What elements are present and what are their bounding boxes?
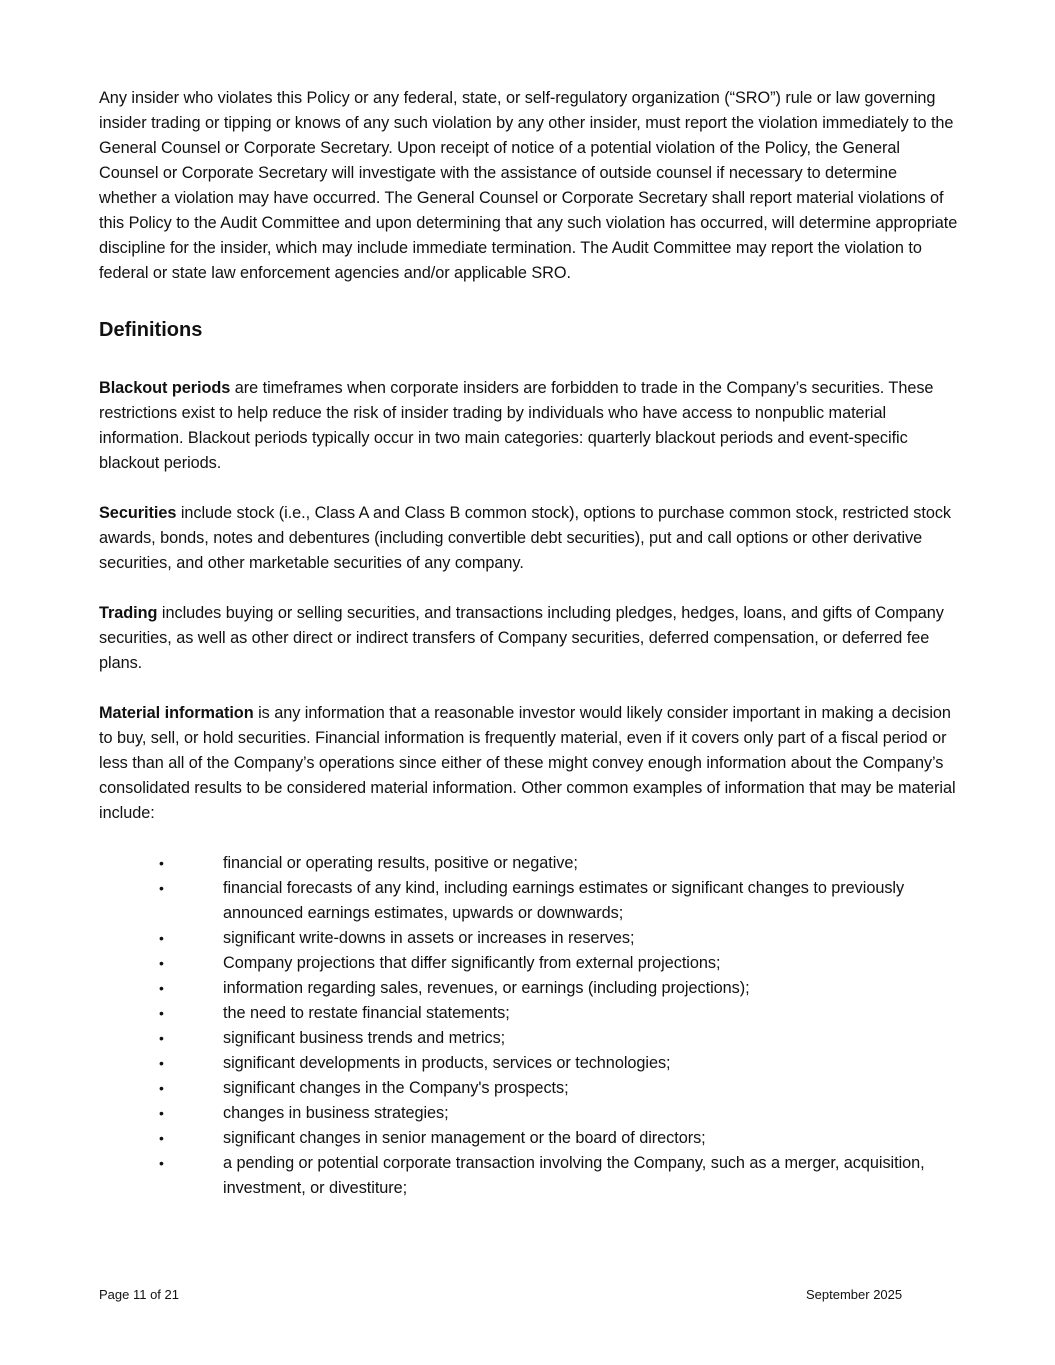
bullet-icon: • (159, 880, 164, 896)
footer-date: September 2025 (806, 1287, 903, 1302)
list-item-text: financial or operating results, positive or negative; (223, 854, 578, 872)
list-item (99, 1126, 959, 1151)
list-item (99, 1051, 959, 1076)
list-item-text: significant changes in senior management or the board of directors; (223, 1129, 706, 1147)
definition-text: includes buying or selling securities, and transactions including pledges, hedges, loans, and gifts of Company securities, as well as other direct or indirect transfers of Company securities, deferred compensation, or deferred fee plans. (99, 604, 944, 672)
bullet-icon: • (159, 980, 164, 996)
definition-material-information (99, 701, 959, 826)
list-item (99, 976, 959, 1001)
bullet-icon: • (159, 930, 164, 946)
definition-term: Material information (99, 704, 254, 722)
bullet-icon: • (159, 1055, 164, 1071)
definition-trading (99, 601, 959, 676)
definition-text: include stock (i.e., Class A and Class B common stock), options to purchase common stock, restricted stock awards, bonds, notes and debentures (including convertible debt securities), put and call options or other derivative securities, and other marketable securities of any company. (99, 504, 951, 572)
intro-paragraph: Any insider who violates this Policy or any federal, state, or self-regulatory organization (“SRO”) rule or law governing insider trading or tipping or knows of any such violation by any other insider, must report the violation immediately to the General Counsel or Corporate Secretary. Upon receipt of notice of a potential violation of the Policy, the General Counsel or Corporate Secretary will investigate with the assistance of outside counsel if necessary to determine whether a violation may have occurred. The General Counsel or Corporate Secretary shall report material violations of this Policy to the Audit Committee and upon determining that any such violation has occurred, will determine appropriate discipline for the insider, which may include immediate termination. The Audit Committee may report the violation to federal or state law enforcement agencies and/or applicable SRO. (99, 89, 958, 282)
list-item-text: a pending or potential corporate transaction involving the Company, such as a merger, acquisition, investment, or divestiture; (223, 1154, 925, 1197)
bullet-icon: • (159, 855, 164, 871)
bullet-icon: • (159, 1105, 164, 1121)
list-item (99, 876, 959, 926)
list-item-text: Company projections that differ significantly from external projections; (223, 954, 721, 972)
document-page (99, 86, 959, 1201)
bullet-icon: • (159, 1030, 164, 1046)
list-item (99, 1076, 959, 1101)
list-item (99, 1026, 959, 1051)
definition-text: is any information that a reasonable investor would likely consider important in making a decision to buy, sell, or hold securities. Financial information is frequently material, even if it covers only part of a fiscal period or less than all of the Company’s operations since either of these might convey enough information about the Company’s consolidated results to be considered material information. Other common examples of information that may be material include: (99, 704, 956, 822)
list-item (99, 851, 959, 876)
material-examples-list (99, 851, 959, 1201)
list-item-text: information regarding sales, revenues, or earnings (including projections); (223, 979, 750, 997)
list-item (99, 951, 959, 976)
list-item (99, 1001, 959, 1026)
definition-text: are timeframes when corporate insiders are forbidden to trade in the Company’s securities. These restrictions exist to help reduce the risk of insider trading by individuals who have access to nonpublic material information. Blackout periods typically occur in two main categories: quarterly blackout periods and event-specific blackout periods. (99, 379, 934, 472)
definition-term: Blackout periods (99, 379, 231, 397)
list-item-text: financial forecasts of any kind, including earnings estimates or significant changes to previously announced earnings estimates, upwards or downwards; (223, 879, 905, 922)
bullet-icon: • (159, 955, 164, 971)
list-item-text: changes in business strategies; (223, 1104, 449, 1122)
list-item-text: significant developments in products, services or technologies; (223, 1054, 671, 1072)
section-heading-definitions: Definitions (99, 319, 203, 341)
list-item-text: the need to restate financial statements; (223, 1004, 510, 1022)
footer-page-number: Page 11 of 21 (99, 1287, 179, 1302)
list-item-text: significant business trends and metrics; (223, 1029, 506, 1047)
list-item (99, 1151, 959, 1201)
bullet-icon: • (159, 1130, 164, 1146)
list-item-text: significant write-downs in assets or increases in reserves; (223, 929, 635, 947)
list-item (99, 1101, 959, 1126)
bullet-icon: • (159, 1080, 164, 1096)
bullet-icon: • (159, 1155, 164, 1171)
list-item (99, 926, 959, 951)
bullet-icon: • (159, 1005, 164, 1021)
definition-securities (99, 501, 959, 576)
definition-term: Trading (99, 604, 158, 622)
list-item-text: significant changes in the Company's prospects; (223, 1079, 569, 1097)
definition-blackout-periods (99, 376, 959, 476)
definition-term: Securities (99, 504, 177, 522)
